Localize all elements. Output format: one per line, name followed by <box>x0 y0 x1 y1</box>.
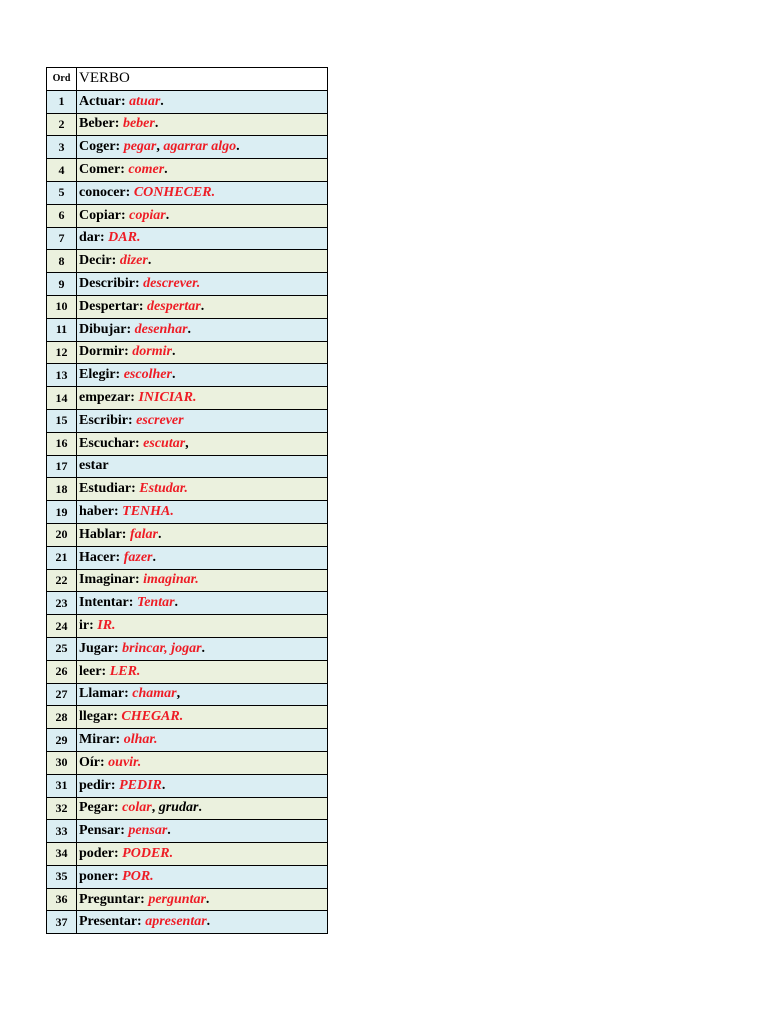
portuguese-translation: grudar <box>158 800 199 816</box>
portuguese-translation: escutar <box>143 435 186 451</box>
spanish-verb: empezar: <box>79 390 139 406</box>
row-number: 24 <box>47 615 77 638</box>
portuguese-translation: IR. <box>97 618 116 634</box>
verb-cell <box>77 615 328 638</box>
verb-cell <box>77 273 328 296</box>
table-row <box>47 273 328 296</box>
table-row <box>47 181 328 204</box>
table-row <box>47 409 328 432</box>
verb-cell <box>77 136 328 159</box>
row-number: 27 <box>47 683 77 706</box>
table-row <box>47 706 328 729</box>
verb-cell <box>77 774 328 797</box>
verb-cell <box>77 409 328 432</box>
spanish-verb: Despertar: <box>79 298 148 314</box>
table-row <box>47 615 328 638</box>
portuguese-translation: desenhar <box>134 321 188 337</box>
verb-cell <box>77 455 328 478</box>
spanish-verb: . <box>174 595 179 611</box>
verb-cell <box>77 865 328 888</box>
spanish-verb: Oír: <box>79 754 109 770</box>
row-number: 21 <box>47 546 77 569</box>
table-row <box>47 295 328 318</box>
spanish-verb: Actuar: <box>79 93 130 109</box>
row-number: 10 <box>47 295 77 318</box>
portuguese-translation: ouvir. <box>108 754 142 770</box>
verb-cell <box>77 843 328 866</box>
table-row <box>47 136 328 159</box>
spanish-verb: . <box>154 116 159 132</box>
row-number: 6 <box>47 204 77 227</box>
portuguese-translation: agarrar algo <box>163 139 237 155</box>
table-row <box>47 865 328 888</box>
portuguese-translation: chamar <box>132 686 177 702</box>
portuguese-translation: imaginar. <box>143 572 199 588</box>
portuguese-translation: falar <box>129 526 158 542</box>
verb-table <box>46 67 328 934</box>
spanish-verb: . <box>205 891 210 907</box>
portuguese-translation: LER. <box>109 663 141 679</box>
portuguese-translation: dormir <box>132 344 172 360</box>
portuguese-translation: olhar. <box>123 732 158 747</box>
table-row <box>47 569 328 592</box>
row-number: 11 <box>47 318 77 341</box>
table-row <box>47 592 328 615</box>
verb-cell <box>77 501 328 524</box>
row-number: 13 <box>47 364 77 387</box>
table-row <box>47 364 328 387</box>
row-number: 34 <box>47 843 77 866</box>
portuguese-translation: PODER. <box>122 845 174 861</box>
spanish-verb: . <box>165 207 170 223</box>
table-row <box>47 501 328 524</box>
spanish-verb: Copiar: <box>79 207 130 223</box>
verb-cell <box>77 751 328 774</box>
verb-cell <box>77 911 328 934</box>
portuguese-translation: perguntar <box>148 891 206 907</box>
spanish-verb: , <box>176 686 181 702</box>
row-number: 2 <box>47 113 77 136</box>
portuguese-translation: CONHECER. <box>133 184 216 200</box>
spanish-verb: Dormir: <box>79 344 133 360</box>
spanish-verb: Llamar: <box>79 686 133 702</box>
spanish-verb: . <box>198 800 202 816</box>
verb-cell <box>77 569 328 592</box>
verb-cell <box>77 706 328 729</box>
spanish-verb: Jugar: <box>79 640 123 656</box>
portuguese-translation: fazer <box>123 549 153 565</box>
spanish-verb: . <box>201 640 206 656</box>
portuguese-translation: colar <box>122 800 152 816</box>
table-row <box>47 387 328 410</box>
table-row <box>47 797 328 820</box>
row-number: 18 <box>47 478 77 501</box>
portuguese-translation: copiar <box>129 207 166 223</box>
portuguese-translation: pegar <box>123 139 157 155</box>
row-number: 20 <box>47 523 77 546</box>
portuguese-translation: TENHA. <box>122 504 174 520</box>
table-row <box>47 843 328 866</box>
spanish-verb: dar: <box>79 230 109 246</box>
spanish-verb: Hacer: <box>79 549 124 565</box>
portuguese-translation: Estudar. <box>139 481 188 497</box>
table-row <box>47 911 328 934</box>
verb-cell <box>77 227 328 250</box>
portuguese-translation: escolher <box>123 367 172 383</box>
verb-cell <box>77 181 328 204</box>
spanish-verb: . <box>171 367 176 383</box>
row-number: 31 <box>47 774 77 797</box>
portuguese-translation: descrever. <box>143 276 201 292</box>
verb-cell <box>77 683 328 706</box>
table-body <box>47 90 328 933</box>
portuguese-translation: POR. <box>122 868 154 884</box>
row-number: 8 <box>47 250 77 273</box>
table-row <box>47 523 328 546</box>
table-row <box>47 888 328 911</box>
spanish-verb: Imaginar: <box>79 572 144 588</box>
verb-cell <box>77 592 328 615</box>
spanish-verb: . <box>147 253 152 269</box>
portuguese-translation: despertar <box>147 298 201 314</box>
spanish-verb: . <box>157 526 162 542</box>
verb-cell <box>77 660 328 683</box>
header-ord: Ord <box>47 68 77 91</box>
table-row <box>47 227 328 250</box>
row-number: 28 <box>47 706 77 729</box>
row-number: 1 <box>47 90 77 113</box>
verb-cell <box>77 797 328 820</box>
spanish-verb: pedir: <box>79 777 120 793</box>
verb-cell <box>77 888 328 911</box>
verb-cell <box>77 318 328 341</box>
portuguese-translation: CHEGAR. <box>121 709 184 725</box>
spanish-verb: . <box>206 914 211 930</box>
spanish-verb: haber: <box>79 504 123 520</box>
row-number: 9 <box>47 273 77 296</box>
portuguese-translation: atuar <box>129 93 161 109</box>
portuguese-translation: Tentar <box>136 595 175 611</box>
spanish-verb: poner: <box>79 868 123 884</box>
table-row <box>47 204 328 227</box>
spanish-verb: Beber: <box>79 116 123 132</box>
verb-cell <box>77 546 328 569</box>
portuguese-translation: brincar, jogar <box>122 640 202 656</box>
verb-cell <box>77 113 328 136</box>
portuguese-translation: comer <box>128 162 165 178</box>
table-row <box>47 729 328 752</box>
spanish-verb: poder: <box>79 845 123 861</box>
table-row <box>47 660 328 683</box>
spanish-verb: Escribir: <box>79 412 137 428</box>
portuguese-translation: DAR. <box>108 230 141 246</box>
table-row <box>47 113 328 136</box>
verb-cell <box>77 159 328 182</box>
spanish-verb: . <box>152 549 156 565</box>
portuguese-translation: escrever <box>136 412 184 428</box>
spanish-verb: Mirar: <box>79 732 124 747</box>
portuguese-translation: INICIAR. <box>138 390 197 406</box>
table-row <box>47 751 328 774</box>
row-number: 14 <box>47 387 77 410</box>
header-verbo: VERBO <box>77 68 328 91</box>
spanish-verb: Estudiar: <box>79 481 140 497</box>
table-row <box>47 820 328 843</box>
verb-cell <box>77 820 328 843</box>
table-header-row <box>47 68 328 91</box>
spanish-verb: leer: <box>79 663 110 679</box>
row-number: 32 <box>47 797 77 820</box>
verb-cell <box>77 295 328 318</box>
spanish-verb: Pegar: <box>79 800 123 816</box>
row-number: 12 <box>47 341 77 364</box>
spanish-verb: Pensar: <box>79 823 129 839</box>
spanish-verb: Comer: <box>79 162 129 178</box>
row-number: 30 <box>47 751 77 774</box>
row-number: 19 <box>47 501 77 524</box>
spanish-verb: . <box>167 823 171 839</box>
row-number: 7 <box>47 227 77 250</box>
row-number: 3 <box>47 136 77 159</box>
spanish-verb: Describir: <box>79 276 144 292</box>
spanish-verb: Escuchar: <box>79 435 144 451</box>
portuguese-translation: beber <box>122 116 155 132</box>
spanish-verb: . <box>161 777 166 793</box>
portuguese-translation: dizer <box>119 253 148 269</box>
table-row <box>47 318 328 341</box>
row-number: 33 <box>47 820 77 843</box>
row-number: 29 <box>47 729 77 752</box>
verb-cell <box>77 204 328 227</box>
verb-cell <box>77 523 328 546</box>
verb-cell <box>77 729 328 752</box>
spanish-verb: . <box>160 93 164 109</box>
table-row <box>47 159 328 182</box>
spanish-verb: Hablar: <box>79 526 130 542</box>
table-row <box>47 683 328 706</box>
table-row <box>47 774 328 797</box>
spanish-verb: Preguntar: <box>79 891 149 907</box>
spanish-verb: . <box>187 321 192 337</box>
verb-cell <box>77 364 328 387</box>
spanish-verb: Coger: <box>79 139 124 155</box>
row-number: 36 <box>47 888 77 911</box>
spanish-verb: . <box>200 298 205 314</box>
verb-cell <box>77 637 328 660</box>
spanish-verb: , <box>156 139 164 155</box>
row-number: 17 <box>47 455 77 478</box>
row-number: 16 <box>47 432 77 455</box>
spanish-verb: ir: <box>79 618 98 634</box>
portuguese-translation: pensar <box>128 823 168 839</box>
verb-cell <box>77 90 328 113</box>
spanish-verb: Dibujar: <box>79 321 135 337</box>
row-number: 23 <box>47 592 77 615</box>
table-row <box>47 432 328 455</box>
spanish-verb: conocer: <box>79 184 134 200</box>
verb-cell <box>77 478 328 501</box>
table-row <box>47 637 328 660</box>
spanish-verb: . <box>236 139 240 155</box>
table-row <box>47 341 328 364</box>
spanish-verb: Intentar: <box>79 595 137 611</box>
table-row <box>47 90 328 113</box>
spanish-verb: estar <box>79 458 109 474</box>
table-row <box>47 455 328 478</box>
row-number: 22 <box>47 569 77 592</box>
row-number: 4 <box>47 159 77 182</box>
row-number: 26 <box>47 660 77 683</box>
row-number: 37 <box>47 911 77 934</box>
verb-cell <box>77 250 328 273</box>
spanish-verb: llegar: <box>79 709 122 725</box>
table-row <box>47 250 328 273</box>
row-number: 15 <box>47 409 77 432</box>
row-number: 5 <box>47 181 77 204</box>
spanish-verb: Presentar: <box>79 914 146 930</box>
row-number: 35 <box>47 865 77 888</box>
spanish-verb: . <box>164 162 168 178</box>
spanish-verb: Decir: <box>79 253 120 269</box>
spanish-verb: , <box>151 800 159 816</box>
table-row <box>47 546 328 569</box>
verb-cell <box>77 387 328 410</box>
verb-cell <box>77 432 328 455</box>
table-row <box>47 478 328 501</box>
verb-cell <box>77 341 328 364</box>
row-number: 25 <box>47 637 77 660</box>
portuguese-translation: PEDIR <box>119 777 162 793</box>
spanish-verb: . <box>171 344 176 360</box>
spanish-verb: , <box>185 435 189 451</box>
portuguese-translation: apresentar <box>145 914 207 930</box>
spanish-verb: Elegir: <box>79 367 124 383</box>
